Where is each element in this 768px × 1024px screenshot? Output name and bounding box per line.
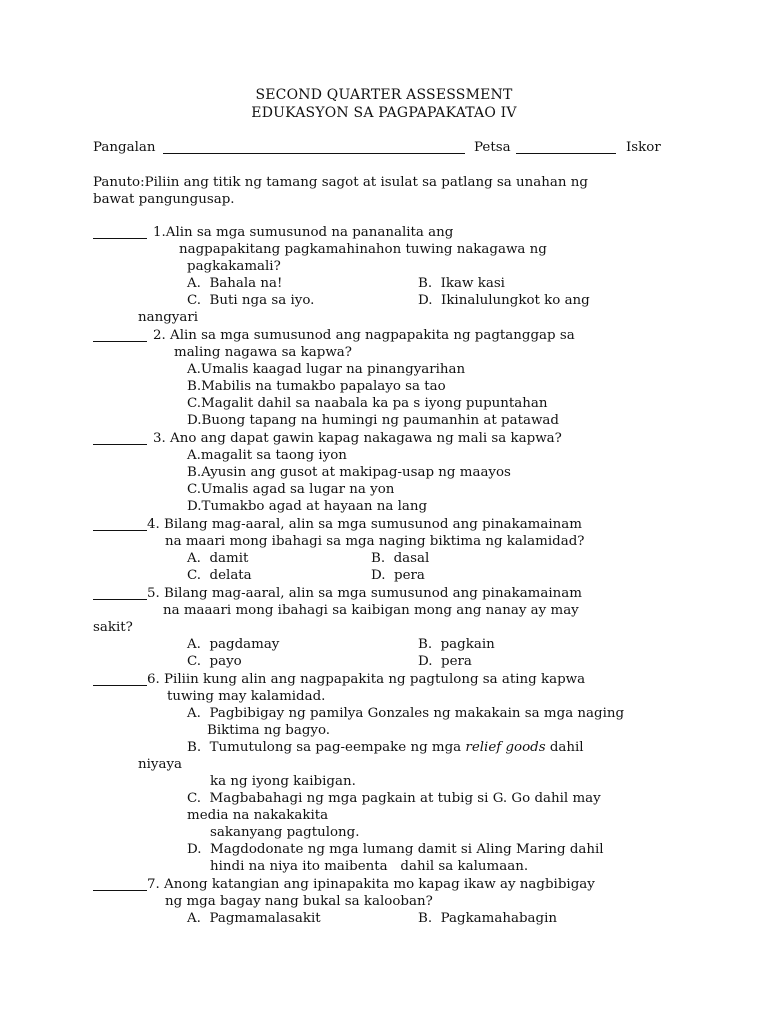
answer-blank-q6[interactable] <box>93 673 147 686</box>
q5-choice-b: B. pagkain <box>418 637 495 652</box>
q2-stem-2: maling nagawa sa kapwa? <box>174 345 352 360</box>
q7-stem-2: ng mga bagay nang bukal sa kalooban? <box>165 894 433 909</box>
q4-choice-c: C. delata <box>187 568 252 583</box>
q1-choice-c: C. Buti nga sa iyo. <box>187 293 315 308</box>
q4-stem-2: na maari mong ibahagi sa mga naging biktima ng kalamidad? <box>165 534 585 549</box>
q3-choice-c: C.Umalis agad sa lugar na yon <box>187 482 395 497</box>
q1-choice-d: D. Ikinalulungkot ko ang <box>418 293 590 308</box>
q6-choice-c: C. Magbabahagi ng mga pagkain at tubig si G. Go dahil may <box>187 791 601 806</box>
q5-choice-a: A. pagdamay <box>187 637 280 652</box>
q4-choice-a: A. damit <box>187 551 249 566</box>
answer-blank-q4[interactable] <box>93 518 147 531</box>
q6-stem-2: tuwing may kalamidad. <box>167 689 326 704</box>
q3-stem-1: 3. Ano ang dapat gawin kapag nakagawa ng mali sa kapwa? <box>153 431 562 446</box>
q5-stem-3: sakit? <box>93 620 133 635</box>
q6-choice-b-text-end: dahil <box>545 740 584 755</box>
q1-stem-3: pagkakamali? <box>187 259 281 274</box>
q1-choice-b: B. Ikaw kasi <box>418 276 505 291</box>
date-blank[interactable] <box>516 141 616 154</box>
q3-choice-a: A.magalit sa taong iyon <box>187 448 347 463</box>
instructions-line-1: Panuto:Piliin ang titik ng tamang sagot at isulat sa patlang sa unahan ng <box>93 175 588 190</box>
name-label: Pangalan <box>93 140 156 155</box>
q7-stem-1: 7. Anong katangian ang ipinapakita mo kapag ikaw ay nagbibigay <box>147 877 595 892</box>
q6-choice-d: D. Magdodonate ng mga lumang damit si Aling Maring dahil <box>187 842 604 857</box>
q5-stem-2: na maaari mong ibahagi sa kaibigan mong ang nanay ay may <box>163 603 579 618</box>
q6-choice-b-text: B. Tumutulong sa pag-eempake ng mga <box>187 740 466 755</box>
q5-choice-d: D. pera <box>418 654 472 669</box>
q6-choice-a: A. Pagbibigay ng pamilya Gonzales ng makakain sa mga naging <box>187 706 625 721</box>
q2-choice-c: C.Magalit dahil sa naabala ka pa s iyong pupuntahan <box>187 396 548 411</box>
q6-choice-a-cont: Biktima ng bagyo. <box>207 723 331 738</box>
q1-choice-d-cont: nangyari <box>138 310 199 325</box>
answer-blank-q7[interactable] <box>93 878 147 891</box>
date-label: Petsa <box>474 140 511 155</box>
q1-stem-2: nagpapakitang pagkamahinahon tuwing nakagawa ng <box>179 242 547 257</box>
q4-choice-d: D. pera <box>371 568 425 583</box>
q6-choice-b-emphasis: relief goods <box>465 740 546 755</box>
q7-choice-b: B. Pagkamahabagin <box>418 911 557 926</box>
q6-choice-c-cont-2: sakanyang pagtulong. <box>210 825 360 840</box>
score-label: Iskor <box>626 140 661 155</box>
answer-blank-q3[interactable] <box>93 432 147 445</box>
q6-stem-1: 6. Piliin kung alin ang nagpapakita ng pagtulong sa ating kapwa <box>147 672 586 687</box>
answer-blank-q2[interactable] <box>93 329 147 342</box>
subject-title: EDUKASYON SA PAGPAPAKATAO IV <box>251 105 517 121</box>
q1-stem-1: 1.Alin sa mga sumusunod na pananalita ang <box>153 225 454 240</box>
q3-choice-d: D.Tumakbo agad at hayaan na lang <box>187 499 428 514</box>
q6-choice-b <box>187 739 584 756</box>
q2-stem-1: 2. Alin sa mga sumusunod ang nagpapakita ng pagtanggap sa <box>153 328 575 343</box>
q6-choice-c-cont-1: media na nakakakita <box>187 808 329 823</box>
assessment-title: SECOND QUARTER ASSESSMENT <box>255 87 513 103</box>
q2-choice-d: D.Buong tapang na humingi ng paumanhin at patawad <box>187 413 559 428</box>
q1-choice-a: A. Bahala na! <box>187 276 283 291</box>
q6-choice-d-cont: hindi na niya ito maibenta dahil sa kalumaan. <box>210 859 529 874</box>
q7-choice-a: A. Pagmamalasakit <box>187 911 321 926</box>
instructions-line-2: bawat pangungusap. <box>93 192 235 207</box>
q5-choice-c: C. payo <box>187 654 242 669</box>
q4-stem-1: 4. Bilang mag-aaral, alin sa mga sumusunod ang pinakamainam <box>147 517 582 532</box>
q5-stem-1: 5. Bilang mag-aaral, alin sa mga sumusunod ang pinakamainam <box>147 586 582 601</box>
answer-blank-q5[interactable] <box>93 587 147 600</box>
q3-choice-b: B.Ayusin ang gusot at makipag-usap ng maayos <box>187 465 511 480</box>
answer-blank-q1[interactable] <box>93 226 147 239</box>
q6-choice-b-cont-1: niyaya <box>138 757 183 772</box>
q2-choice-a: A.Umalis kaagad lugar na pinangyarihan <box>187 362 466 377</box>
q6-choice-b-cont-2: ka ng iyong kaibigan. <box>210 774 356 789</box>
q2-choice-b: B.Mabilis na tumakbo papalayo sa tao <box>187 379 446 394</box>
name-blank[interactable] <box>163 141 465 154</box>
q4-choice-b: B. dasal <box>371 551 430 566</box>
